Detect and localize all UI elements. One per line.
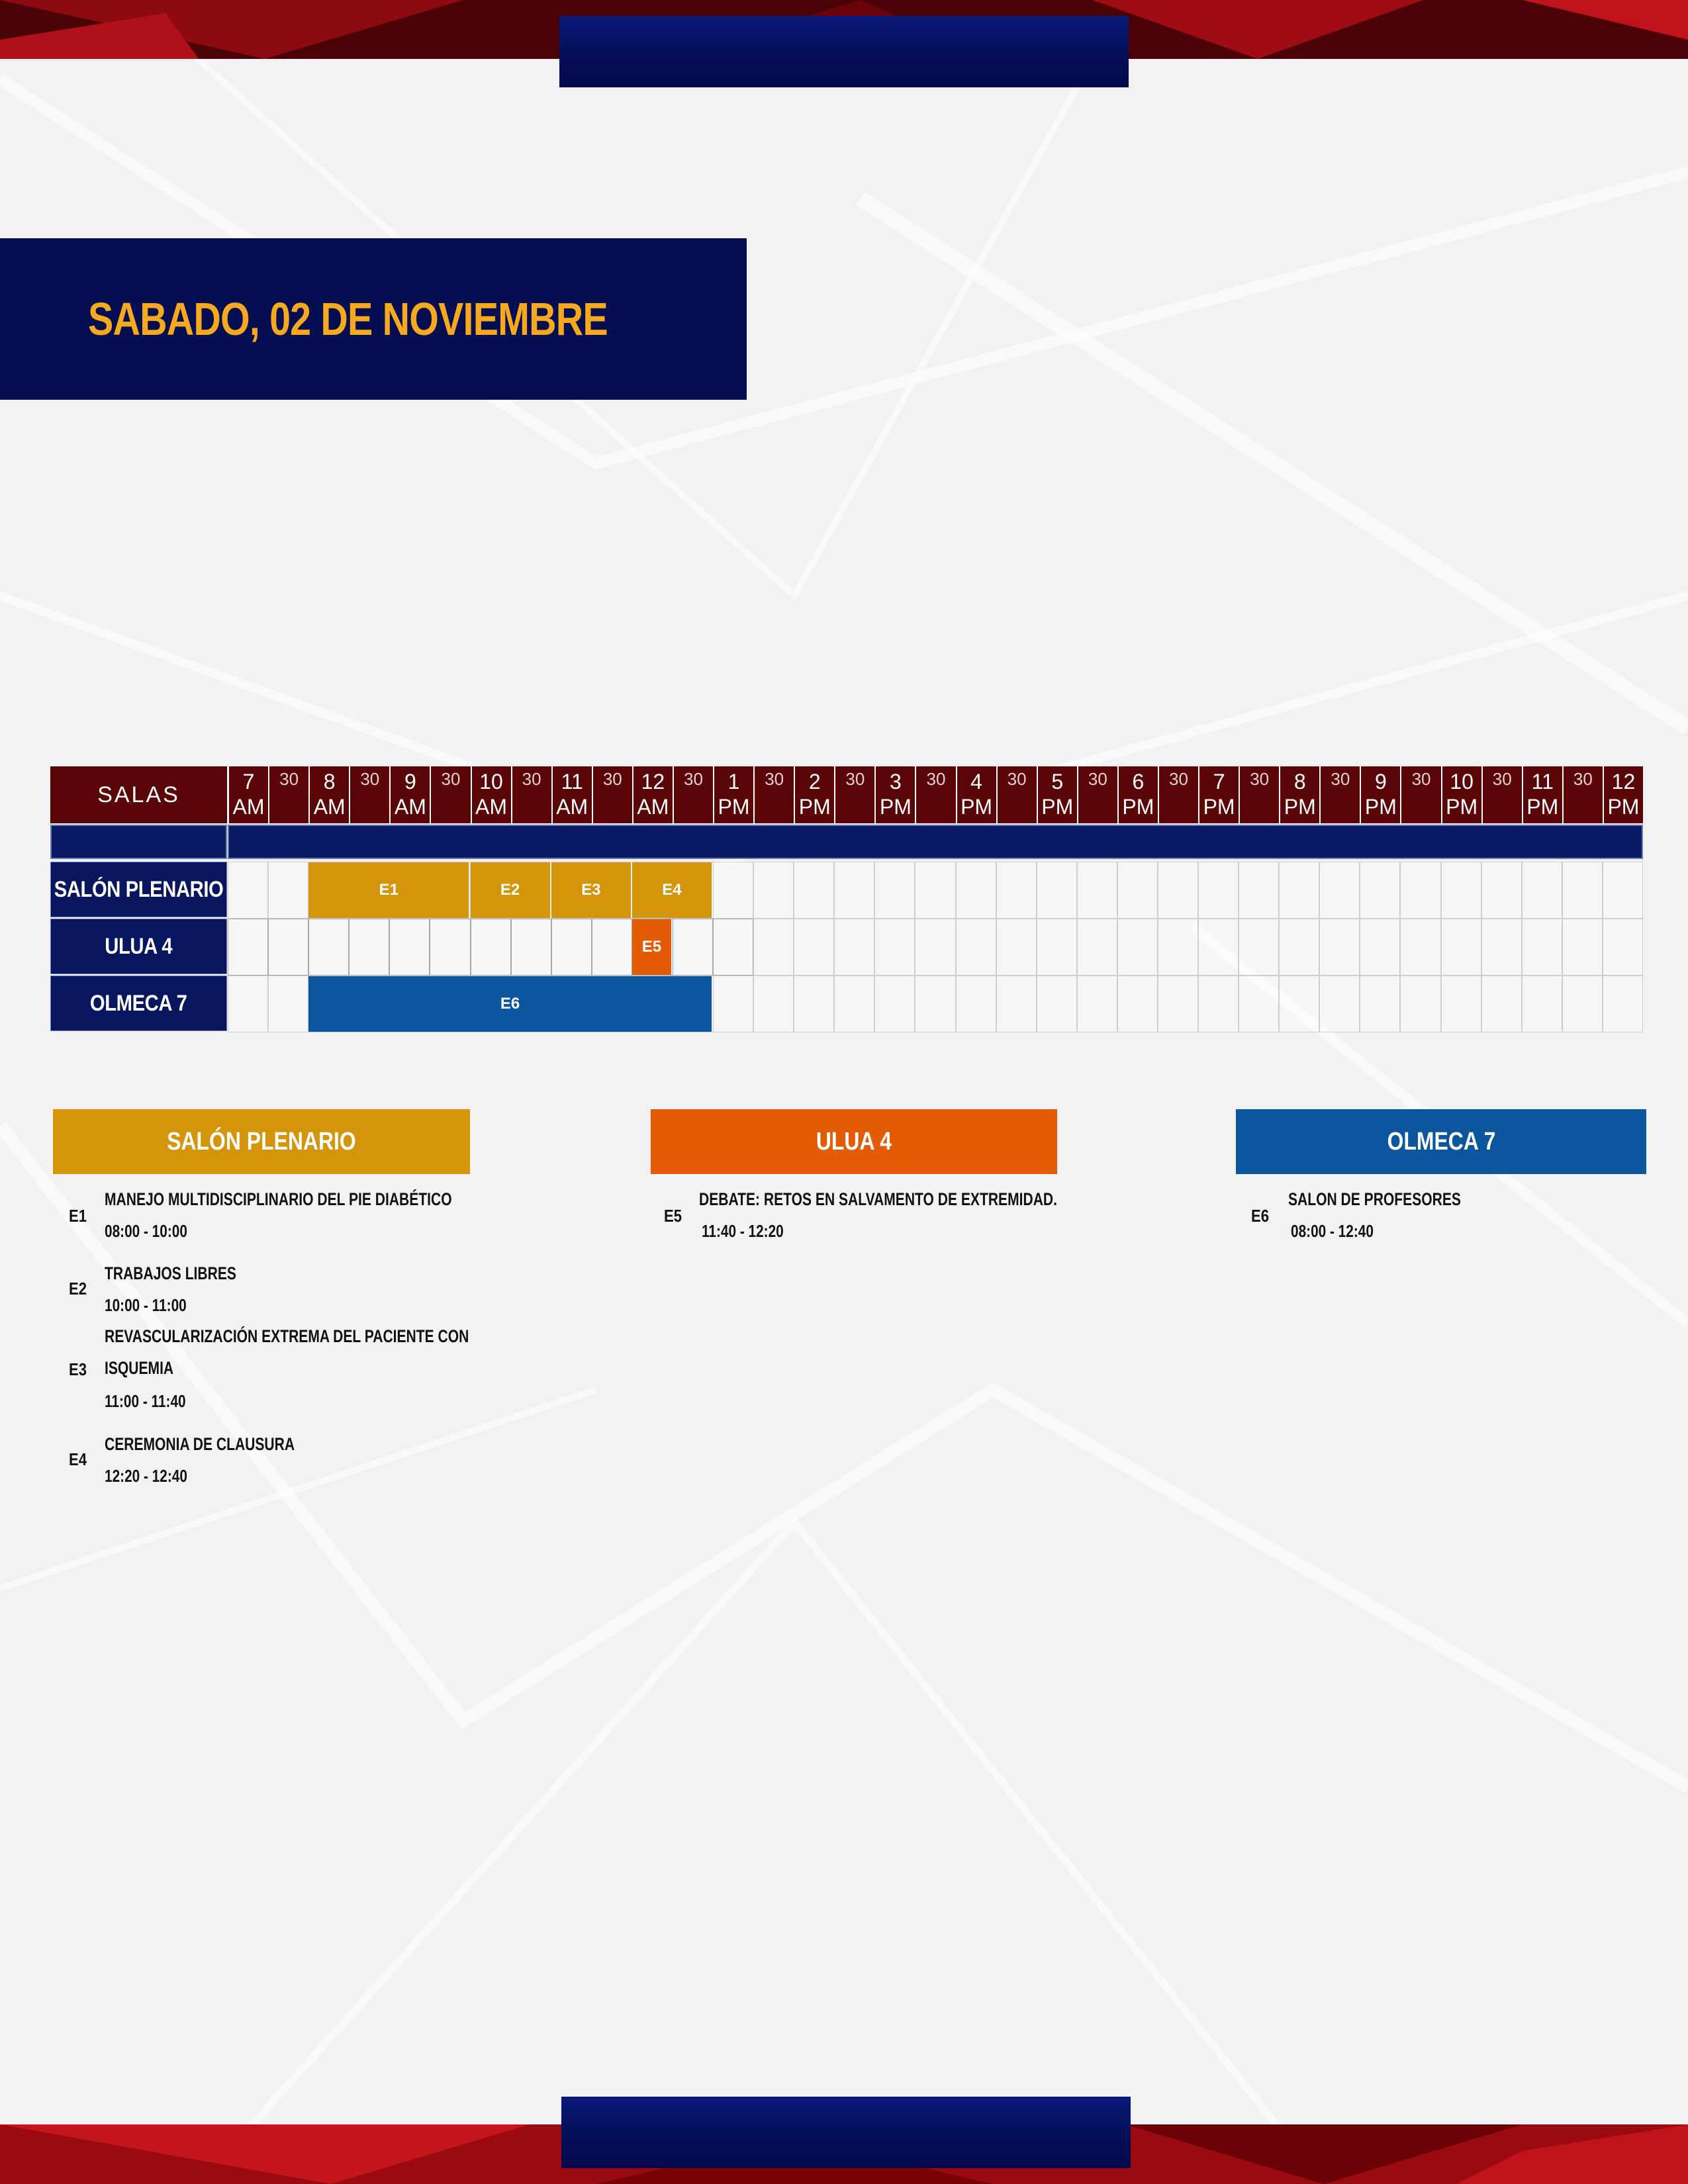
time-slot[interactable] [228,919,268,976]
room-label-text: OLMECA 7 [90,990,187,1016]
hour-period: PM [1284,795,1316,819]
time-slot[interactable] [834,976,874,1032]
time-slot[interactable] [1360,862,1400,919]
time-slot[interactable] [956,862,996,919]
time-header-hour [389,766,430,823]
time-header-hour [228,766,268,823]
hour-period: AM [556,795,588,819]
hour-number: 4 [970,770,982,794]
time-slot[interactable] [1077,862,1117,919]
time-slot[interactable] [673,919,713,976]
time-slot[interactable] [1441,862,1481,919]
time-slot[interactable] [1441,976,1481,1032]
time-slot[interactable] [268,862,308,919]
event-block-e2[interactable]: E2 [471,862,551,918]
time-header-half: 30 [1481,766,1522,823]
time-slot[interactable] [1481,976,1522,1032]
time-slot[interactable] [349,919,389,976]
time-slot[interactable] [915,919,955,976]
time-slot[interactable] [996,862,1037,919]
legend-header-ulua [651,1109,1057,1174]
time-header-hour [308,766,349,823]
time-header-half: 30 [1562,766,1603,823]
event-block-e5[interactable]: E5 [632,919,673,975]
hour-period: PM [1364,795,1397,819]
hour-number: 2 [808,770,821,794]
time-header-hour [713,766,753,823]
time-header-hour [1360,766,1400,823]
time-slot[interactable] [1037,976,1077,1032]
time-header-half: 30 [592,766,632,823]
time-slot[interactable] [1117,862,1158,919]
time-slot[interactable] [1198,976,1239,1032]
time-slot[interactable] [1562,919,1603,976]
time-slot[interactable] [915,862,955,919]
time-slot[interactable] [308,919,349,976]
time-slot[interactable] [874,862,915,919]
legend-title: REVASCULARIZACIÓN EXTREMA DEL PACIENTE CON [105,1326,469,1346]
time-slot[interactable] [1603,919,1643,976]
time-slot[interactable] [1522,976,1562,1032]
legend-title: TRABAJOS LIBRES [105,1263,236,1283]
time-slot[interactable] [1037,919,1077,976]
time-slot[interactable] [1603,976,1643,1032]
legend-code: E1 [69,1206,87,1226]
time-header-hour [794,766,834,823]
time-slot[interactable] [1239,976,1279,1032]
time-slot[interactable] [713,976,753,1032]
time-header-hour [551,766,592,823]
time-slot[interactable] [268,976,308,1032]
time-slot[interactable] [713,919,753,976]
time-slot[interactable] [1603,862,1643,919]
time-slot[interactable] [592,919,632,976]
time-slot[interactable] [874,976,915,1032]
time-header-hour [874,766,915,823]
hour-number: 9 [1375,770,1387,794]
time-slot[interactable] [228,862,268,919]
time-slot[interactable] [228,976,268,1032]
time-slot[interactable] [1279,919,1319,976]
time-header-hour [1198,766,1239,823]
time-slot[interactable] [1400,862,1440,919]
hour-number: 9 [404,770,416,794]
time-slot[interactable] [268,919,308,976]
time-header-half: 30 [673,766,713,823]
time-slot[interactable] [1319,919,1360,976]
time-header-half: 30 [268,766,308,823]
time-slot[interactable] [996,919,1037,976]
time-header-half: 30 [511,766,551,823]
legend-header-plenario-label: SALÓN PLENARIO [167,1127,356,1156]
time-slot[interactable] [996,976,1037,1032]
legend-title: DEBATE: RETOS EN SALVAMENTO DE EXTREMIDAD. [699,1189,1057,1209]
hour-number: 11 [561,770,583,794]
hour-period: AM [637,795,669,819]
hour-number: 10 [479,770,503,794]
time-slot[interactable] [551,919,592,976]
room-label [50,976,227,1031]
legend-code: E6 [1251,1206,1270,1226]
legend-code: E3 [69,1359,87,1379]
hour-period: AM [475,795,508,819]
room-label-text: SALÓN PLENARIO [54,876,224,902]
time-slot[interactable] [753,976,794,1032]
time-slot[interactable] [753,862,794,919]
date-banner [0,238,747,400]
time-header-hour [1117,766,1158,823]
hour-number: 10 [1450,770,1474,794]
legend-title: ISQUEMIA [105,1358,174,1378]
hour-period: PM [1122,795,1154,819]
time-slot[interactable] [430,919,470,976]
legend-time: 08:00 - 10:00 [105,1221,187,1241]
time-slot[interactable] [1077,976,1117,1032]
time-slot[interactable] [471,919,511,976]
time-slot[interactable] [874,919,915,976]
legend-time: 11:40 - 12:20 [702,1221,784,1241]
time-slot[interactable] [1117,919,1158,976]
time-slot[interactable] [1117,976,1158,1032]
time-slot[interactable] [1400,976,1440,1032]
legend-header-olmeca [1236,1109,1646,1174]
time-slot[interactable] [1360,919,1400,976]
time-header-half: 30 [834,766,874,823]
legend-header-plenario [53,1109,470,1174]
time-slot[interactable] [794,919,834,976]
time-slot[interactable] [794,976,834,1032]
time-header-half: 30 [1319,766,1360,823]
hour-period: PM [879,795,912,819]
hour-period: PM [961,795,993,819]
hour-number: 3 [890,770,902,794]
legend-code: E4 [69,1449,87,1469]
hour-period: PM [1041,795,1074,819]
time-header-hour [1441,766,1481,823]
time-header-half: 30 [1239,766,1279,823]
time-header-half: 30 [430,766,470,823]
time-slot[interactable] [1522,919,1562,976]
time-slot[interactable] [1037,862,1077,919]
time-slot[interactable] [511,919,551,976]
grid-spacer-row [228,825,1643,859]
legend-time: 12:20 - 12:40 [105,1466,187,1486]
hour-number: 7 [1213,770,1225,794]
time-slot[interactable] [1319,862,1360,919]
hour-period: AM [232,795,265,819]
time-header-half: 30 [1400,766,1440,823]
time-header-hour [956,766,996,823]
time-slot[interactable] [389,919,430,976]
time-slot[interactable] [834,862,874,919]
hour-period: PM [1607,795,1640,819]
time-header-hour [632,766,673,823]
time-slot[interactable] [1522,862,1562,919]
hour-period: PM [1203,795,1235,819]
legend-title: SALON DE PROFESORES [1288,1189,1461,1209]
hour-number: 8 [1293,770,1306,794]
time-header-half: 30 [349,766,389,823]
time-slot[interactable] [1279,976,1319,1032]
time-header-hour [1522,766,1562,823]
time-slot[interactable] [1158,976,1198,1032]
time-header-half: 30 [1158,766,1198,823]
footer-tab [561,2097,1131,2168]
hour-number: 11 [1531,770,1554,794]
time-slot[interactable] [1400,919,1440,976]
time-slot[interactable] [1481,862,1522,919]
hour-number: 12 [1611,770,1636,794]
hour-period: AM [313,795,346,819]
legend-time: 08:00 - 12:40 [1291,1221,1374,1241]
time-slot[interactable] [753,919,794,976]
room-label-text: ULUA 4 [105,933,173,959]
time-slot[interactable] [1481,919,1522,976]
time-header-half: 30 [996,766,1037,823]
grid-spacer-row-label [50,825,227,859]
time-header-half: 30 [915,766,955,823]
hour-number: 5 [1051,770,1064,794]
time-slot[interactable] [794,862,834,919]
time-slot[interactable] [1158,862,1198,919]
legend-title: MANEJO MULTIDISCIPLINARIO DEL PIE DIABÉTICO [105,1189,452,1209]
salas-header: SALAS [50,766,227,823]
time-slot[interactable] [1239,862,1279,919]
time-slot[interactable] [834,919,874,976]
time-header-half: 30 [1077,766,1117,823]
time-slot[interactable] [1198,862,1239,919]
event-block-e3[interactable]: E3 [551,862,632,918]
time-slot[interactable] [1239,919,1279,976]
room-label [50,862,227,917]
time-slot[interactable] [1077,919,1117,976]
time-slot[interactable] [1562,862,1603,919]
hour-period: PM [1526,795,1559,819]
hour-number: 6 [1132,770,1145,794]
time-slot[interactable] [956,976,996,1032]
hour-number: 7 [242,770,255,794]
hour-period: AM [394,795,426,819]
time-slot[interactable] [1158,919,1198,976]
event-block-e6[interactable]: E6 [308,976,713,1032]
header-tab [559,16,1129,87]
time-header-hour [1603,766,1643,823]
legend-header-ulua-label: ULUA 4 [816,1127,892,1156]
legend-title: CEREMONIA DE CLAUSURA [105,1434,295,1454]
time-slot[interactable] [1198,919,1239,976]
event-block-e1[interactable]: E1 [308,862,470,918]
time-slot[interactable] [1441,919,1481,976]
legend-code: E5 [664,1206,682,1226]
time-header-hour [471,766,511,823]
event-block-e4[interactable]: E4 [632,862,713,918]
time-slot[interactable] [713,862,753,919]
time-slot[interactable] [1360,976,1400,1032]
time-slot[interactable] [956,919,996,976]
room-label [50,919,227,974]
legend-time: 11:00 - 11:40 [105,1391,186,1411]
time-header-hour [1279,766,1319,823]
hour-period: PM [798,795,831,819]
hour-number: 12 [641,770,665,794]
time-slot[interactable] [1319,976,1360,1032]
legend-time: 10:00 - 11:00 [105,1295,187,1315]
time-header-half: 30 [753,766,794,823]
time-slot[interactable] [915,976,955,1032]
time-slot[interactable] [1279,862,1319,919]
time-slot[interactable] [1562,976,1603,1032]
time-header-hour [1037,766,1077,823]
hour-number: 1 [727,770,740,794]
legend-code: E2 [69,1279,87,1298]
page-title: SABADO, 02 DE NOVIEMBRE [88,293,608,345]
hour-period: PM [1446,795,1478,819]
hour-number: 8 [323,770,336,794]
hour-period: PM [718,795,750,819]
legend-header-olmeca-label: OLMECA 7 [1387,1127,1495,1156]
